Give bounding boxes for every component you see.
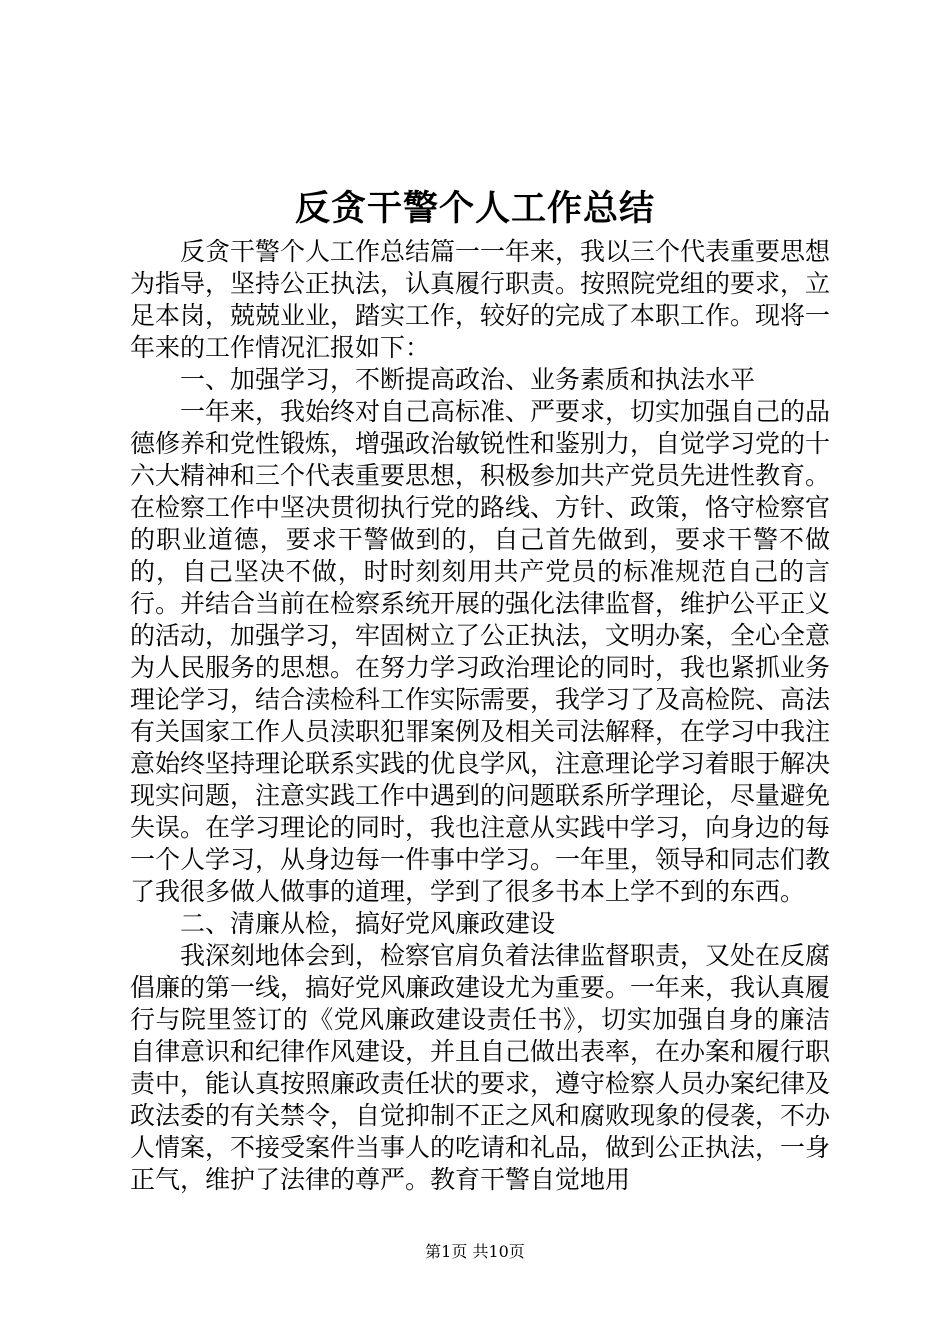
document-body	[130, 236, 830, 1196]
section-heading-2: 二、清廉从检，搞好党风廉政建设	[180, 909, 556, 938]
paragraph-intro: 反贪干警个人工作总结篇一一年来，我以三个代表重要思想为指导，坚持公正执法，认真履行职责。按照院党组的要求，立足本岗，兢兢业业，踏实工作，较好的完成了本职工作。现将一年来的工作情况汇报如下：	[130, 237, 831, 362]
document-title: 反贪干警个人工作总结	[294, 188, 655, 229]
paragraph-section-1: 一年来，我始终对自己高标准、严要求，切实加强自己的品德修养和党性锻炼，增强政治敏锐性和鉴别力，自觉学习党的十六大精神和三个代表重要思想，积极参加共产党员先进性教育。在检察工作中坚决贯彻执行党的路线、方针、政策，恪守检察官的职业道德，要求干警做到的，自己首先做到，要求干警不做的，自己坚决不做，时时刻刻用共产党员的标准规范自己的言行。并结合当前在检察系统开展的强化法律监督，维护公平正义的活动，加强学习，牢固树立了公正执法，文明办案，全心全意为人民服务的思想。在努力学习政治理论的同时，我也紧抓业务理论学习，结合渎检科工作实际需要，我学习了及高检院、高法有关国家工作人员渎职犯罪案例及相关司法解释，在学习中我注意始终坚持理论联系实践的优良学风，注意理论学习着眼于解决现实问题，注意实践工作中遇到的问题联系所学理论，尽量避免失误。在学习理论的同时，我也注意从实践中学习，向身边的每一个人学习，从身边每一件事中学习。一年里，领导和同志们教了我很多做人做事的道理，学到了很多书本上学不到的东西。	[130, 397, 831, 906]
paragraph-section-2: 我深刻地体会到，检察官肩负着法律监督职责，又处在反腐倡廉的第一线，搞好党风廉政建设尤为重要。一年来，我认真履行与院里签订的《党风廉政建设责任书》，切实加强自身的廉洁自律意识和纪律作风建设，并且自己做出表率，在办案和履行职责中，能认真按照廉政责任状的要求，遵守检察人员办案纪律及政法委的有关禁令，自觉抑制不正之风和腐败现象的侵袭，不办人情案，不接受案件当事人的吃请和礼品，做到公正执法，一身正气，维护了法律的尊严。教育干警自觉地用	[130, 941, 831, 1194]
page-footer: 第1页 共10页	[425, 1242, 525, 1261]
section-heading-1: 一、加强学习，不断提高政治、业务素质和执法水平	[180, 365, 756, 394]
